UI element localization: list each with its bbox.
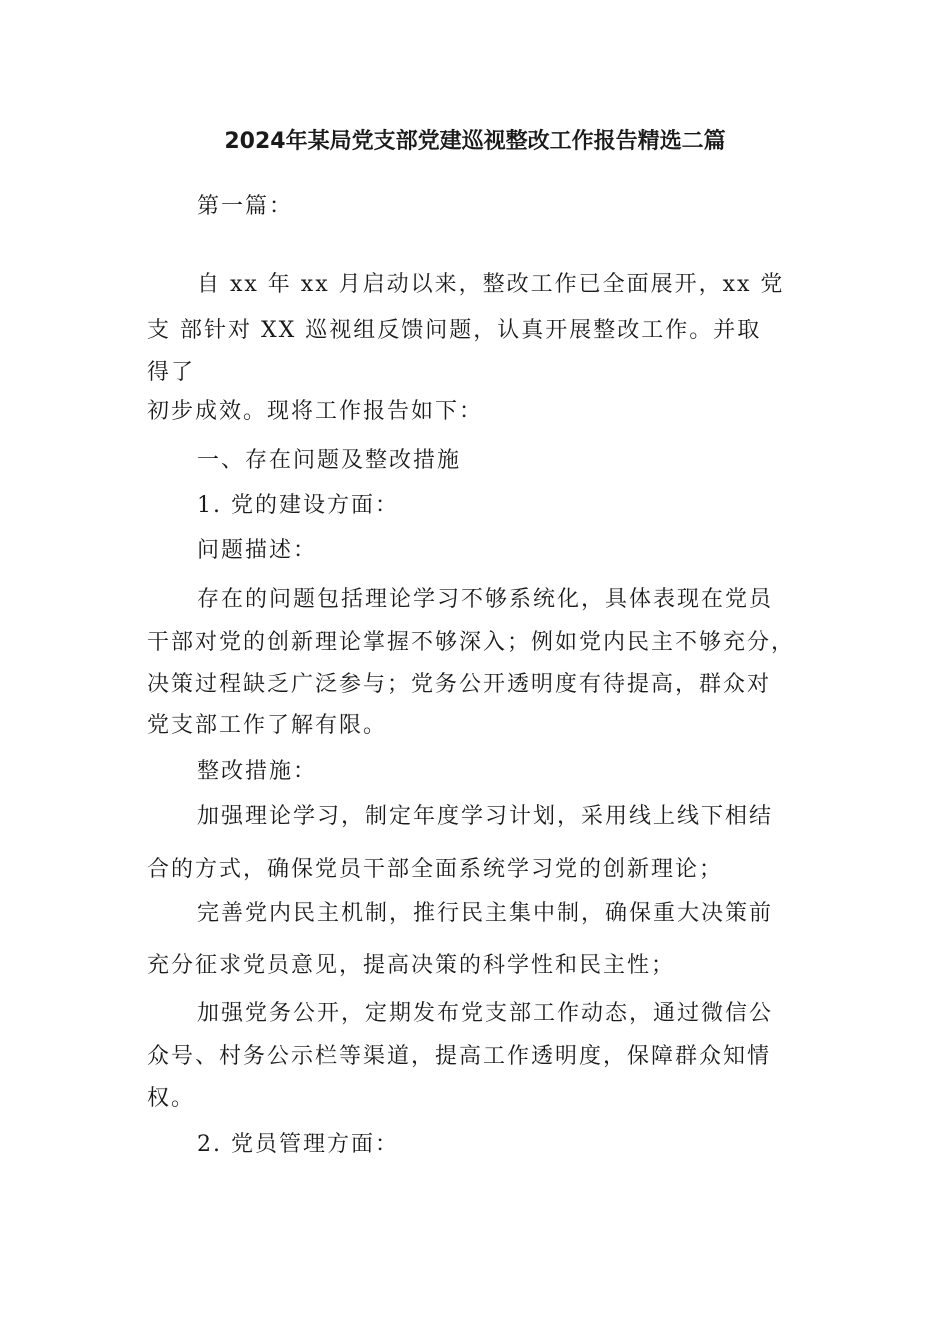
- paragraph-line: 自 xx 年 xx 月启动以来，整改工作已全面展开，xx 党: [197, 272, 785, 297]
- paragraph-line: 合的方式，确保党员干部全面系统学习党的创新理论；: [147, 857, 724, 882]
- subsection-heading: 2. 党员管理方面：: [197, 1132, 399, 1157]
- paragraph-line: 得了: [147, 360, 196, 385]
- paragraph-line: 支 部针对 XX 巡视组反馈问题，认真开展整改工作。并取: [147, 318, 762, 343]
- paragraph-line: 充分征求党员意见，提高决策的科学性和民主性；: [147, 953, 676, 978]
- subsection-heading: 1. 党的建设方面：: [197, 493, 399, 518]
- paragraph-line: 加强党务公开，定期发布党支部工作动态，通过微信公: [197, 1001, 774, 1026]
- paragraph-line: 干部对党的创新理论掌握不够深入；例如党内民主不够充分，: [147, 630, 796, 655]
- paragraph-line: 完善党内民主机制，推行民主集中制，确保重大决策前: [197, 901, 774, 926]
- paragraph-line: 众号、村务公示栏等渠道，提高工作透明度，保障群众知情: [147, 1044, 772, 1069]
- paragraph-line: 权。: [147, 1086, 196, 1111]
- section-heading: 一、存在问题及整改措施: [197, 448, 462, 473]
- label-measures: 整改措施：: [197, 759, 318, 784]
- section-heading-first: 第一篇：: [197, 194, 294, 219]
- paragraph-line: 初步成效。现将工作报告如下：: [147, 399, 484, 424]
- document-title: 2024年某局党支部党建巡视整改工作报告精选二篇: [224, 129, 726, 154]
- paragraph-line: 决策过程缺乏广泛参与；党务公开透明度有待提高，群众对: [147, 672, 772, 697]
- paragraph-line: 党支部工作了解有限。: [147, 713, 388, 738]
- paragraph-line: 存在的问题包括理论学习不够系统化，具体表现在党员: [197, 587, 774, 612]
- label-problem: 问题描述：: [197, 538, 318, 563]
- paragraph-line: 加强理论学习，制定年度学习计划，采用线上线下相结: [197, 804, 774, 829]
